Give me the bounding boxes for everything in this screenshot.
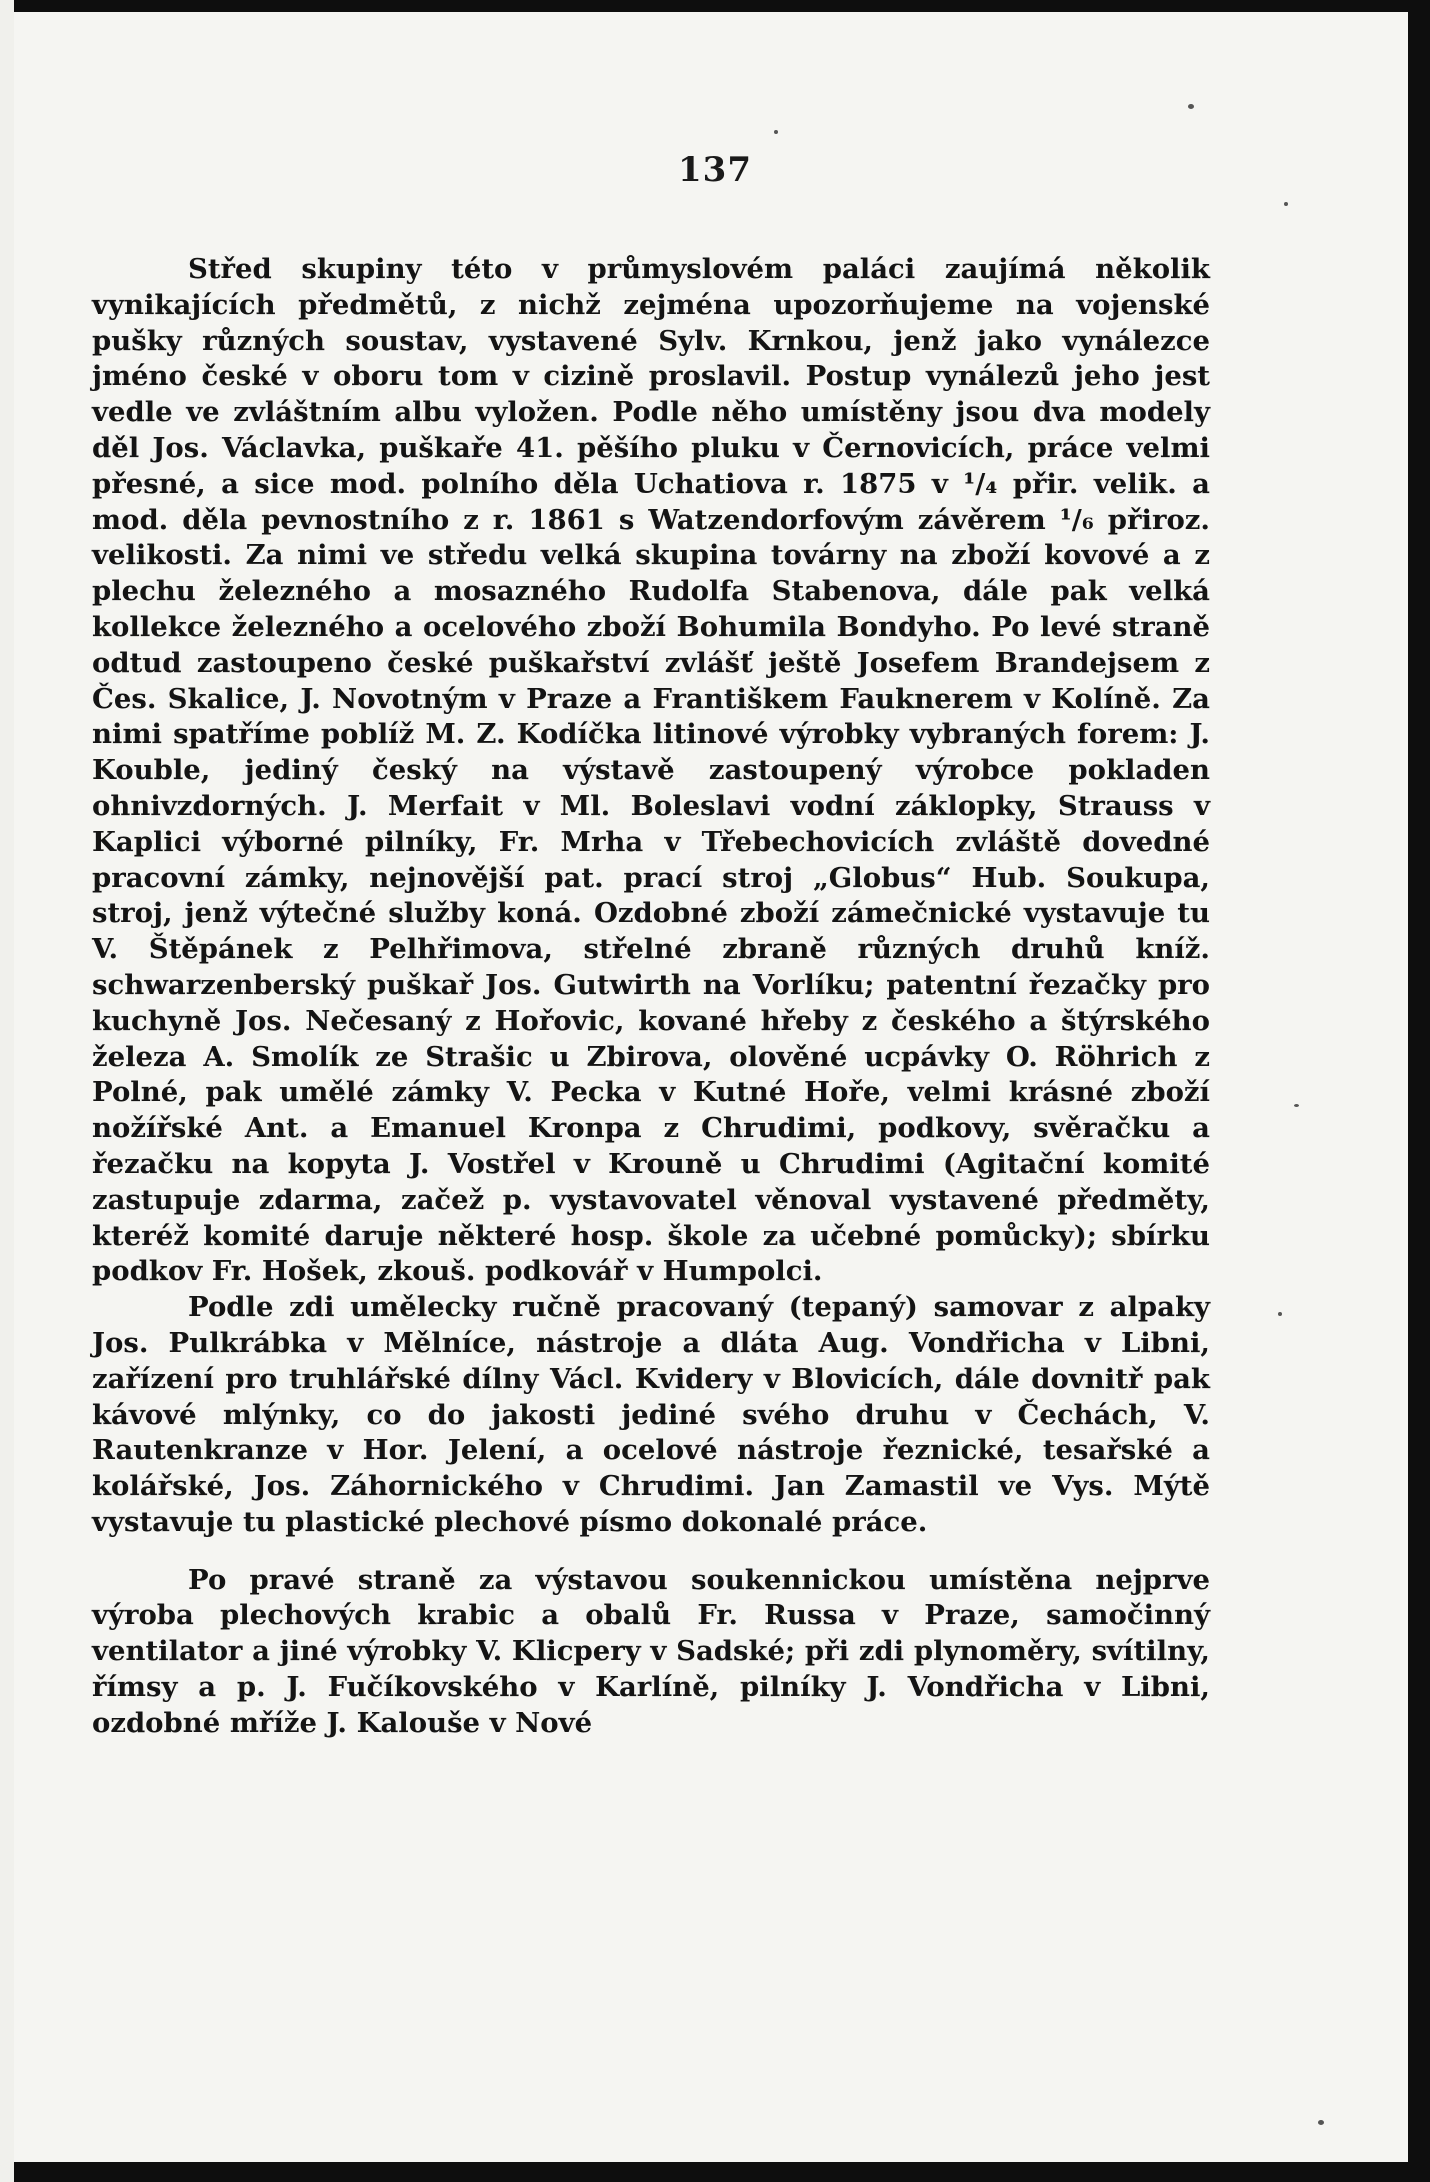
paragraph: Po pravé straně za výstavou soukennickou umístěna nejprve výroba plechových krabic a obalů Fr. Russa v Praze, samočinný ventilator a jiné výrobky V. Klicpery v Sadské; při zdi plynoměry, svítilny, římsy a p. J. Fučíkovského v Karlíně, pilníky J. Vondřicha v Libni, ozdobné mříže J. Kalouše v Nové [92,1563,1210,1739]
paper-speck [1284,202,1288,206]
paragraph: Podle zdi umělecky ručně pracovaný (tepaný) samovar z alpaky Jos. Pulkrábka v Mělníce, nástroje a dláta Aug. Vondřicha v Libni, zařízení pro truhlářské dílny Václ. Kvidery v Blovicích, dále dovnitř pak kávové mlýnky, co do jakosti jediné svého druhu v Čechách, V. Rautenkranze v Hor. Jelení, a ocelové nástroje řeznické, tesařské a kolářské, Jos. Záhornického v Chrudimi. Jan Zamastil ve Vys. Mýtě vystavuje tu plastické plechové písmo dokonalé práce. [92,1291,1210,1538]
paper-speck [774,130,778,134]
paper-speck [1188,104,1194,109]
paper-speck [1278,1312,1282,1316]
paper-speck [1294,1104,1299,1107]
page-left-edge [0,0,14,2182]
paragraph: Střed skupiny této v průmyslovém paláci zaujímá několik vynikajících předmětů, z nichž zejména upozorňujeme na vojenské pušky různých soustav, vystavené Sylv. Krnkou, jenž jako vynálezce jméno české v oboru tom v cizině proslavil. Postup vynálezů jeho jest vedle ve zvláštním albu vyložen. Podle něho umístěny jsou dva modely děl Jos. Václavka, puškaře 41. pěšího pluku v Černovicích, práce velmi přesné, a sice mod. polního děla Uchatiova r. 1875 v ¹/₄ přir. velik. a mod. děla pevnostního z r. 1861 s Watzendorfovým závěrem ¹/₆ přiroz. velikosti. Za nimi ve středu velká skupina továrny na zboží kovové a z plechu železného a mosazného Rudolfa Stabenova, dále pak velká kollekce železného a ocelového zboží Bohumila Bondyho. Po levé straně odtud zastoupeno české puškařství zvlášť ještě Josefem Brandejsem z Čes. Skalice, J. Novotným v Praze a Františkem Fauknerem v Kolíně. Za nimi spatříme poblíž M. Z. Kodíčka litinové výrobky vybraných forem: J. Kouble, jediný český na výstavě zastoupený výrobce pokladen ohnivzdorných. J. Merfait v Ml. Boleslavi vodní záklopky, Strauss v Kaplici výborné pilníky, Fr. Mrha v Třebechovicích zvláště dovedné pracovní zámky, nejnovější pat. prací stroj „Globus“ Hub. Soukupa, stroj, jenž výtečné služby koná. Ozdobné zboží zámečnické vystavuje tu V. Štěpánek z Pelhřimova, střelné zbraně různých druhů kníž. schwarzenberský puškař Jos. Gutwirth na Vorlíku; patentní řezačky pro kuchyně Jos. Nečesaný z Hořovic, kované hřeby z českého a štýrského železa A. Smolík ze Strašic u Zbirova, olověné ucpávky O. Röhrich z Polné, pak umělé zámky V. Pecka v Kutné Hoře, velmi krásné zboží nožířské Ant. a Emanuel Kronpa z Chrudimi, podkovy, svěračku a řezačku na kopyta J. Vostřel v Krouně u Chrudimi (Agitační komité zastupuje zdarma, začež p. vystavovatel věnoval vystavené předměty, kteréž komité daruje některé hosp. škole za učebné pomůcky); sbírku podkov Fr. Hošek, zkouš. podkovář v Humpolci. [92,253,1210,1288]
body-text [92,252,1210,1742]
paper-speck [1318,2120,1324,2125]
page-number: 137 [678,150,752,190]
